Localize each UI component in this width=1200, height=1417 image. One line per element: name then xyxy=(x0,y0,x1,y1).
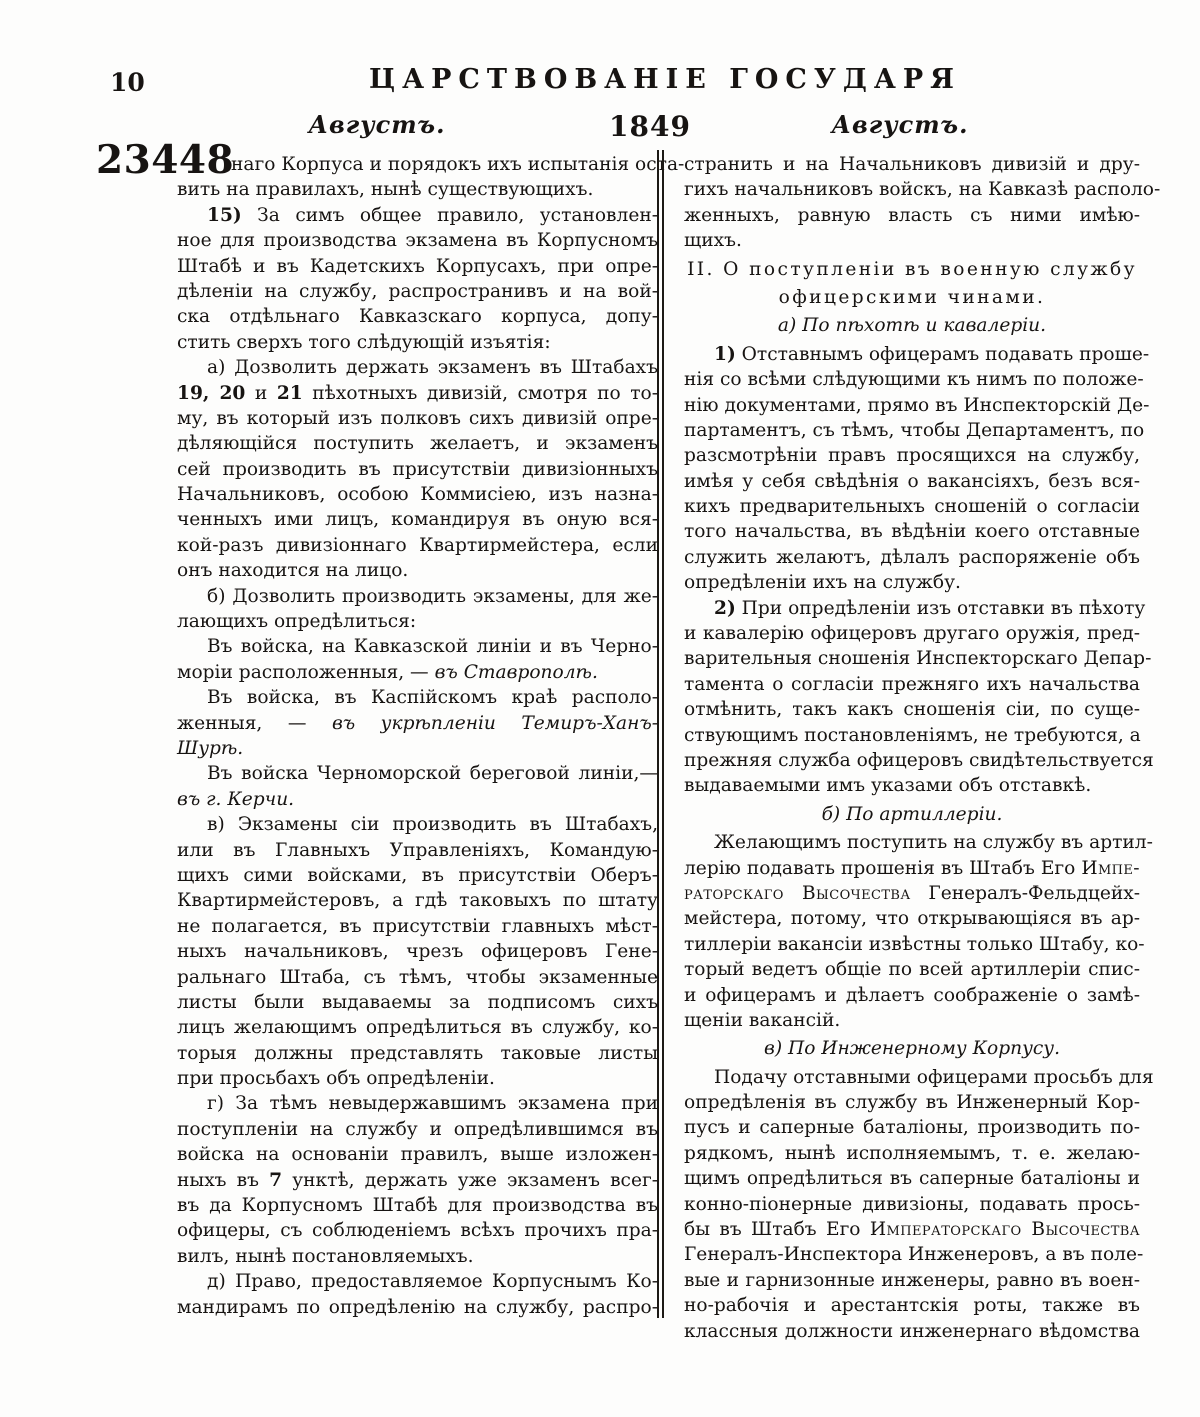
text-line: раторскаго Высочества Генералъ-Фельдцейх- xyxy=(684,882,1140,904)
text-line: торый ведетъ общіе по всей артиллеріи спис- xyxy=(684,959,1140,981)
text-line: тиллеріи вакансіи извѣстны только Штабу, ко- xyxy=(684,933,1145,955)
text-line: мейстера, потому, что открывающіяся въ ар- xyxy=(684,908,1140,930)
text-line: Подачу отставными офицерами просьбъ для xyxy=(714,1066,1154,1088)
text-line: тамента о согласіи прежняго ихъ начальства xyxy=(684,673,1140,695)
text-line: 2) При опредѣленіи изъ отставки въ пѣхоту xyxy=(714,597,1146,619)
text-line: г) За тѣмъ невыдержавшимъ экзамена при xyxy=(207,1093,658,1115)
text-line: рядкомъ, нынѣ исполняемымъ, т. е. желаю- xyxy=(684,1142,1140,1164)
text-line: стить сверхъ того слѣдующій изъятія: xyxy=(177,331,551,353)
text-line: б) Дозволить производить экзамены, для же- xyxy=(207,585,658,607)
text-line: выдаваемыми имъ указами объ отставкѣ. xyxy=(684,775,1092,797)
text-line: щихъ сими войсками, въ присутствіи Оберъ- xyxy=(177,864,658,886)
text-line: вить на правилахъ, нынѣ существующихъ. xyxy=(177,179,594,201)
text-line: ное для производства экзамена въ Корпусномъ xyxy=(177,230,658,252)
text-line: партаментъ, съ тѣмъ, чтобы Департаментъ, по xyxy=(684,419,1145,441)
text-line: мандирамъ по опредѣленію на службу, распро- xyxy=(177,1296,658,1318)
text-line: ральнаго Штаба, съ тѣмъ, чтобы экзаменные xyxy=(177,966,658,988)
text-line: 19, 20 и 21 пѣхотныхъ дивизій, смотря по то- xyxy=(177,382,658,404)
text-line: Въ войска, на Кавказской линіи и въ Черно- xyxy=(207,636,658,658)
text-line: сей производить въ присутствіи дивизіонныхъ xyxy=(177,458,658,480)
month-label-left: Августъ. xyxy=(308,110,446,139)
text-line: прежняя служба офицеровъ свидѣтельствуется xyxy=(684,749,1154,771)
text-line: щихъ. xyxy=(684,230,742,252)
text-line: бы въ Штабъ Его Императорскаго Высочества xyxy=(684,1219,1140,1241)
text-line: Въ войска, въ Каспійскомъ краѣ располо- xyxy=(207,687,658,709)
text-line: или въ Главныхъ Управленіяхъ, Командую- xyxy=(177,839,658,861)
text-line: дѣляющійся поступить желаетъ, и экзаменъ xyxy=(177,433,658,455)
month-label-right: Августъ. xyxy=(831,110,969,139)
text-line: опредѣленіи ихъ на службу. xyxy=(684,572,961,594)
text-line: в) По Инженерному Корпусу. xyxy=(764,1038,1060,1060)
text-line: лающихъ опредѣлиться: xyxy=(177,611,417,633)
text-line: офицеры, съ соблюденіемъ всѣхъ прочихъ пра- xyxy=(177,1220,658,1242)
text-line: нію документами, прямо въ Инспекторскій Де- xyxy=(684,394,1150,416)
text-line: б) По артиллеріи. xyxy=(821,803,1003,825)
text-line: Квартирмейстеровъ, а гдѣ таковыхъ по штату xyxy=(177,890,658,912)
text-line: а) Дозволить держать экзаменъ въ Штабахъ xyxy=(207,357,658,379)
text-line: II. О поступленіи въ военную службу xyxy=(687,258,1137,280)
text-line: ченныхъ ими лицъ, командируя въ оную вся- xyxy=(177,509,658,531)
text-line: нія со всѣми слѣдующими къ нимъ по положе- xyxy=(684,369,1144,391)
text-line: отмѣнить, такъ какъ сношенія сіи, по суще- xyxy=(684,699,1140,721)
text-line: въ г. Керчи. xyxy=(177,788,295,810)
text-line: опредѣленія въ службу въ Инженерный Кор- xyxy=(684,1092,1140,1114)
text-line: служить желаютъ, дѣлалъ распоряженіе объ xyxy=(684,546,1140,568)
text-line: листы были выдаваемы за подписомъ сихъ xyxy=(177,991,658,1013)
text-line: Желающимъ поступить на службу въ артил- xyxy=(714,832,1153,854)
column-divider-rule xyxy=(657,150,664,1318)
text-line: Въ войска Черноморской береговой линіи,— xyxy=(207,763,658,785)
text-line: наго Корпуса и порядокъ ихъ испытанія оста- xyxy=(231,154,685,175)
text-line: не полагается, въ присутствіи главныхъ мѣст- xyxy=(177,915,658,937)
text-line: Начальниковъ, особою Коммисіею, изъ назна- xyxy=(177,484,658,506)
text-line: вилъ, нынѣ постановляемыхъ. xyxy=(177,1245,474,1267)
text-line: щеніи вакансій. xyxy=(684,1009,841,1031)
text-line: ствующимъ постановленіямъ, не требуются, а xyxy=(684,724,1141,746)
text-line: му, въ который изъ полковъ сихъ дивизій опре- xyxy=(177,407,658,429)
text-line: при просьбахъ объ опредѣленіи. xyxy=(177,1068,495,1090)
text-line: офицерскими чинами. xyxy=(778,286,1046,308)
text-line: классныя должности инженернаго вѣдомства xyxy=(684,1320,1140,1342)
text-line: кихъ предварительныхъ сношеній о согласіи xyxy=(684,496,1140,518)
text-line: дѣленіи на службу, распространивъ и на вой- xyxy=(177,280,658,302)
text-line: того начальства, въ вѣдѣніи коего отставные xyxy=(684,521,1140,543)
text-line: имѣя у себя свѣдѣнія о вакансіяхъ, безъ вся- xyxy=(684,470,1140,492)
text-line: а) По пѣхотѣ и кавалеріи. xyxy=(777,315,1047,337)
text-line: странить и на Начальниковъ дивизій и дру- xyxy=(684,154,1140,175)
page-number: 10 xyxy=(110,68,145,97)
text-column-left xyxy=(177,152,685,1320)
text-line: д) Право, предоставляемое Корпуснымъ Ко- xyxy=(207,1271,658,1293)
text-line: в) Экзамены сіи производить въ Штабахъ, xyxy=(207,814,658,836)
text-line: гихъ начальниковъ войскъ, на Кавказѣ располо- xyxy=(684,179,1161,201)
text-line: ныхъ начальниковъ, чрезъ офицеровъ Гене- xyxy=(177,941,658,963)
text-line: разсмотрѣніи правъ просящихся на службу, xyxy=(684,445,1140,467)
text-line: но-рабочія и арестантскія роты, также въ xyxy=(684,1295,1140,1317)
text-line: 15) За симъ общее правило, установлен- xyxy=(207,204,658,226)
text-line: женныя, — въ укрѣпленіи Темиръ-Ханъ- xyxy=(177,712,658,734)
text-line: женныхъ, равную власть съ ними имѣю- xyxy=(684,204,1140,226)
text-line: ныхъ въ 7 унктѣ, держать уже экзаменъ всег- xyxy=(177,1169,658,1191)
text-line: ска отдѣльнаго Кавказскаго корпуса, допу- xyxy=(177,306,658,328)
text-line: варительныя сношенія Инспекторскаго Депар- xyxy=(684,648,1152,670)
text-line: кой-разъ дивизіоннаго Квартирмейстера, если xyxy=(177,534,658,556)
text-line: пусъ и саперные баталіоны, производить по- xyxy=(684,1117,1140,1139)
text-line: торыя должны представлять таковые листы xyxy=(177,1042,658,1064)
running-title: ЦАРСТВОВАНІЕ ГОСУДАРЯ xyxy=(369,64,961,95)
text-column-right xyxy=(684,152,1161,1344)
text-line: и офицерамъ и дѣлаетъ соображеніе о замѣ- xyxy=(684,984,1140,1006)
text-line: лерію подавать прошенія въ Штабъ Его Импе- xyxy=(684,857,1140,879)
text-line: вые и гарнизонные инженеры, равно въ воен- xyxy=(684,1269,1140,1291)
text-line: Шурѣ. xyxy=(177,737,244,759)
year-label: 1849 xyxy=(609,110,691,143)
text-line: и кавалерію офицеровъ другаго оружія, пред- xyxy=(684,623,1140,645)
text-line: Штабѣ и въ Кадетскихъ Корпусахъ, при опре- xyxy=(177,255,658,277)
text-line: онъ находится на лицо. xyxy=(177,560,409,582)
act-number: 23448 xyxy=(96,137,235,183)
text-line: поступленіи на службу и опредѣлившимся въ xyxy=(177,1118,658,1140)
text-line: войска на основаніи правилъ, выше изложен- xyxy=(177,1144,658,1166)
text-line: моріи расположенныя, — въ Ставрополѣ. xyxy=(177,661,598,683)
text-line: конно-піонерные дивизіоны, подавать прось- xyxy=(684,1193,1140,1215)
text-line: Генералъ-Инспектора Инженеровъ, а въ поле- xyxy=(684,1244,1144,1266)
text-line: щимъ опредѣлиться въ саперные баталіоны и xyxy=(684,1168,1140,1190)
text-line: въ да Корпусномъ Штабѣ для производства въ xyxy=(177,1195,658,1217)
text-line: 1) Отставнымъ офицерамъ подавать проше- xyxy=(714,343,1150,365)
text-line: лицъ желающимъ опредѣлиться въ службу, ко- xyxy=(177,1017,658,1039)
